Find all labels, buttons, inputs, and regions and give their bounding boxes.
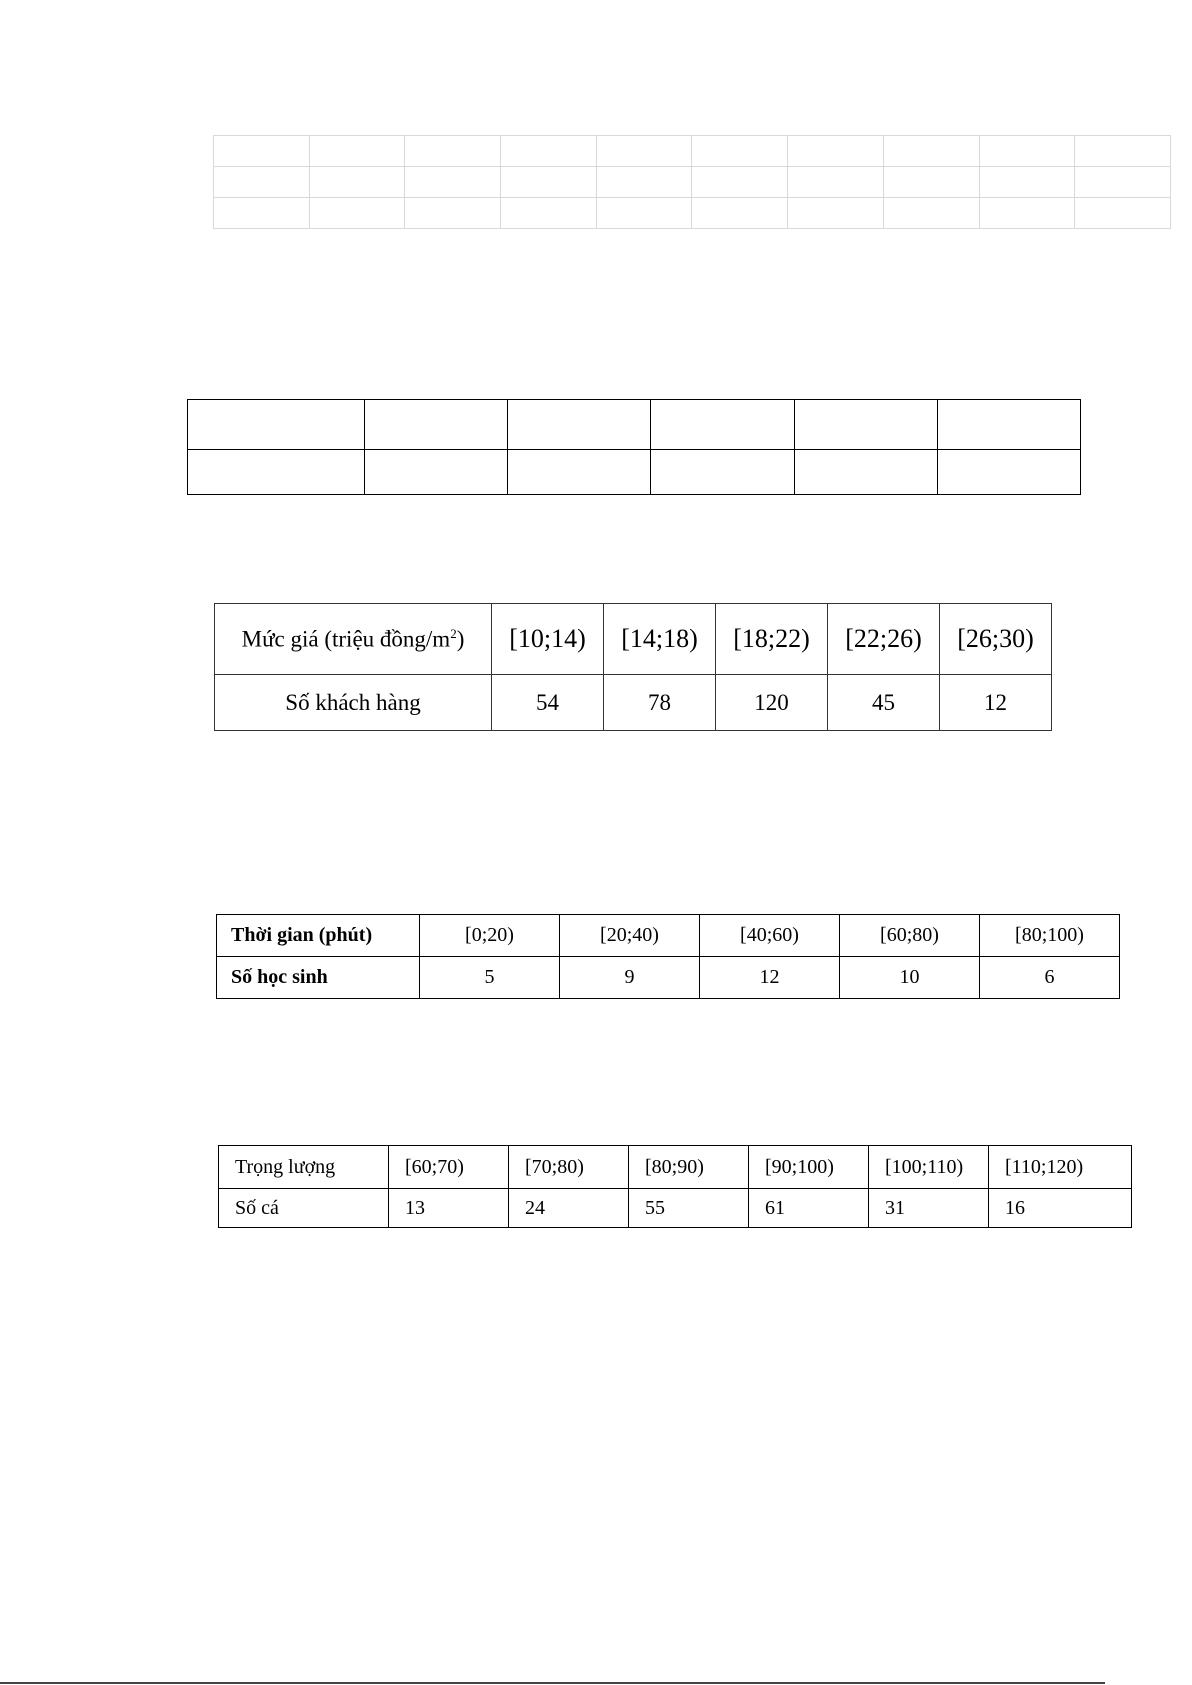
table-cell <box>979 136 1075 167</box>
table-cell <box>501 136 597 167</box>
table-cell <box>188 400 365 450</box>
table-cell: 55 <box>629 1189 749 1228</box>
header-cell-interval: [14;18) <box>604 604 716 675</box>
table-cell <box>651 450 794 495</box>
table-cell <box>596 198 692 229</box>
table-cell <box>365 400 508 450</box>
header-cell-weight: Trọng lượng <box>219 1146 389 1189</box>
table-row <box>214 198 1171 229</box>
table-cell <box>596 136 692 167</box>
table-cell <box>692 198 788 229</box>
table-cell <box>596 167 692 198</box>
table-cell <box>692 167 788 198</box>
table-cell <box>1075 136 1171 167</box>
table-cell: 13 <box>389 1189 509 1228</box>
table-cell: 54 <box>492 675 604 731</box>
header-cell-interval: [10;14) <box>492 604 604 675</box>
table-row <box>215 675 1052 731</box>
table-cell: 9 <box>560 957 700 999</box>
table-cell: 12 <box>700 957 840 999</box>
table-cell <box>309 198 405 229</box>
table-cell <box>214 136 310 167</box>
header-cell-interval: [22;26) <box>828 604 940 675</box>
table-cell <box>788 136 884 167</box>
table-cell <box>788 167 884 198</box>
header-cell-time: Thời gian (phút) <box>217 915 420 957</box>
header-cell-interval: [18;22) <box>716 604 828 675</box>
table-row <box>188 450 1081 495</box>
time-table <box>216 914 1120 999</box>
table-row <box>214 167 1171 198</box>
table-cell <box>365 450 508 495</box>
empty-bordered-table <box>187 399 1081 495</box>
table-header-row <box>217 915 1120 957</box>
table-cell <box>937 450 1080 495</box>
table-cell <box>979 167 1075 198</box>
table-cell <box>937 400 1080 450</box>
page-bottom-rule <box>0 1682 1105 1684</box>
table-cell: 45 <box>828 675 940 731</box>
table-cell <box>794 450 937 495</box>
table-cell <box>883 136 979 167</box>
table-row <box>217 957 1120 999</box>
table-cell <box>883 167 979 198</box>
table-header-row <box>219 1146 1132 1189</box>
table-cell <box>501 198 597 229</box>
table-header-row <box>215 604 1052 675</box>
superscript: 2 <box>450 625 457 641</box>
header-cell-interval: [80;100) <box>980 915 1120 957</box>
table-cell: 10 <box>840 957 980 999</box>
table-cell: 120 <box>716 675 828 731</box>
table-cell <box>692 136 788 167</box>
header-cell-interval: [20;40) <box>560 915 700 957</box>
empty-grid-table <box>213 135 1171 229</box>
table-cell <box>309 167 405 198</box>
row-label-students: Số học sinh <box>217 957 420 999</box>
table-cell <box>214 198 310 229</box>
table-cell <box>979 198 1075 229</box>
table-cell <box>405 167 501 198</box>
header-cell-interval: [110;120) <box>989 1146 1132 1189</box>
table-cell <box>405 198 501 229</box>
header-cell-interval: [80;90) <box>629 1146 749 1189</box>
header-cell-interval: [60;80) <box>840 915 980 957</box>
table-cell <box>501 167 597 198</box>
table-cell: 78 <box>604 675 716 731</box>
table-cell: 12 <box>940 675 1052 731</box>
header-cell-interval: [26;30) <box>940 604 1052 675</box>
table-cell <box>405 136 501 167</box>
header-cell-interval: [100;110) <box>869 1146 989 1189</box>
table-cell <box>188 450 365 495</box>
table-cell <box>309 136 405 167</box>
table-cell: 24 <box>509 1189 629 1228</box>
header-cell-interval: [70;80) <box>509 1146 629 1189</box>
table-cell <box>508 400 651 450</box>
table-cell: 16 <box>989 1189 1132 1228</box>
table-cell <box>1075 198 1171 229</box>
table-cell <box>1075 167 1171 198</box>
table-cell: 31 <box>869 1189 989 1228</box>
row-label-customers: Số khách hàng <box>215 675 492 731</box>
header-cell-interval: [90;100) <box>749 1146 869 1189</box>
table-row <box>219 1189 1132 1228</box>
table-cell <box>214 167 310 198</box>
weight-table <box>218 1145 1132 1228</box>
table-cell <box>508 450 651 495</box>
table-cell <box>794 400 937 450</box>
table-cell <box>788 198 884 229</box>
table-cell: 61 <box>749 1189 869 1228</box>
header-cell-interval: [0;20) <box>420 915 560 957</box>
table-cell: 5 <box>420 957 560 999</box>
row-label-fish: Số cá <box>219 1189 389 1228</box>
table-row <box>214 136 1171 167</box>
header-cell-interval: [40;60) <box>700 915 840 957</box>
table-cell <box>883 198 979 229</box>
header-cell-interval: [60;70) <box>389 1146 509 1189</box>
table-cell: 6 <box>980 957 1120 999</box>
price-level-table <box>214 603 1052 731</box>
table-row <box>188 400 1081 450</box>
table-cell <box>651 400 794 450</box>
header-cell-price: Mức giá (triệu đồng/$m^2$) <box>215 604 492 675</box>
